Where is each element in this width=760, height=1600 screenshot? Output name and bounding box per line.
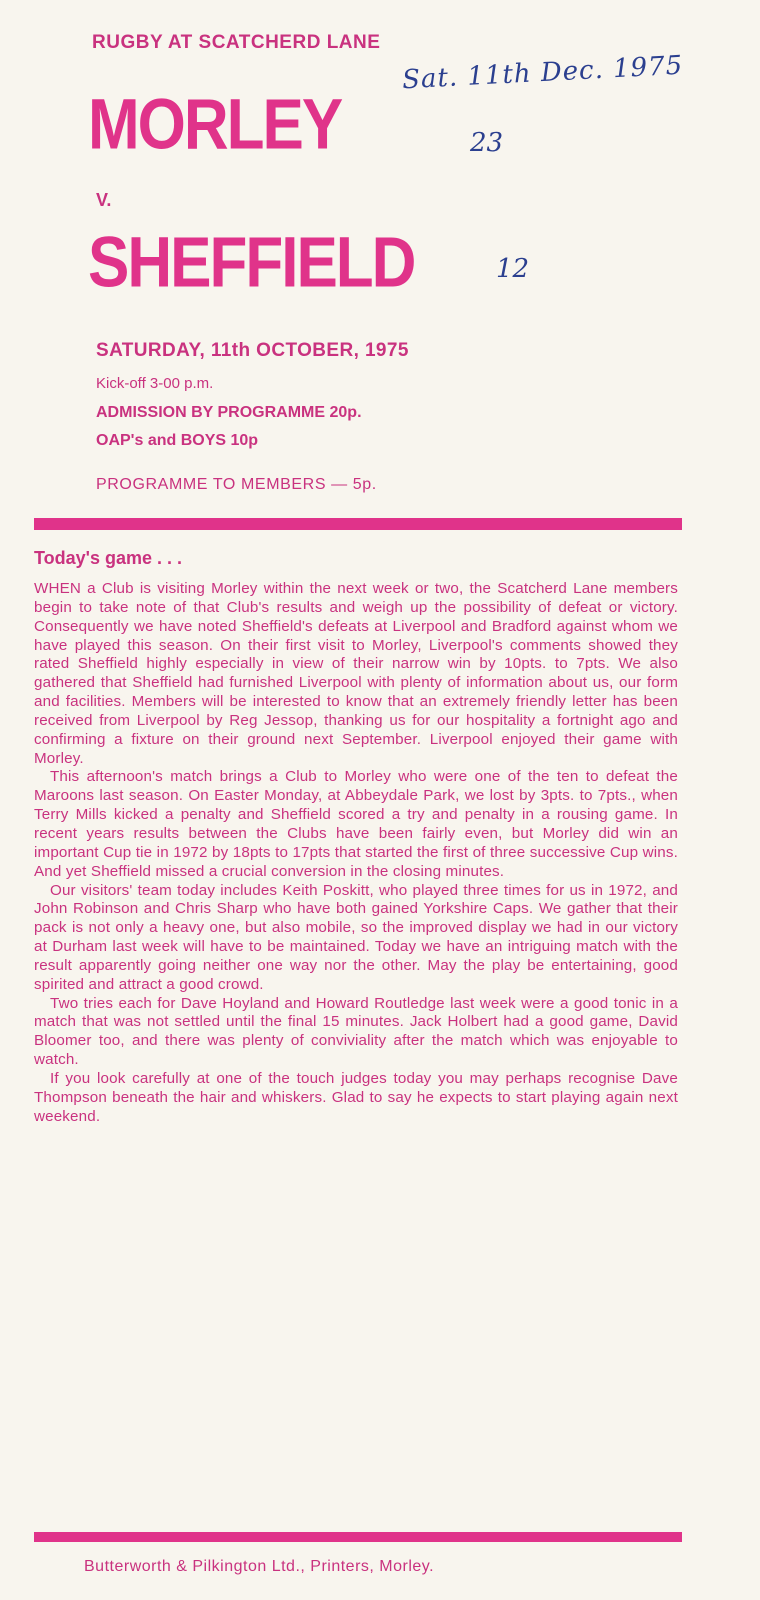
members-price: PROGRAMME TO MEMBERS — 5p. [96, 476, 377, 493]
kickoff-time: Kick-off 3-00 p.m. [96, 375, 214, 392]
article-paragraph: Our visitors' team today includes Keith Poskitt, who played three times for us in 1972, and John Robinson and Chris Sharp who have both gained Yorkshire Caps. We gather that their pack is not only a heavy one, but also mobile, so the improved display we had in our victory at Durham last week will have to be maintained. Today we have an intriguing match with the result apparently going neither one way nor the other. May the play be entertaining, good spirited and attract a good crowd. [34, 881, 678, 993]
versus-label: V. [96, 190, 112, 210]
article-paragraph: Two tries each for Dave Hoyland and Howard Routledge last week were a good tonic in a match that was not settled until the final 15 minutes. Jack Holbert had a good game, David Bloomer too, and there was plenty of conviviality after the match which was enjoyable to watch. [34, 994, 678, 1069]
printer-credit: Butterworth & Pilkington Ltd., Printers, Morley. [84, 1558, 435, 1575]
article-paragraph: WHEN a Club is visiting Morley within the next week or two, the Scatcherd Lane members begin to take note of that Club's results and weigh up the possibility of defeat or victory. Consequently we have noted Sheffield's defeats at Liverpool and Bradford against whom we have played this season. On their first visit to Morley, Liverpool's comments showed they rated Sheffield highly especially in view of their narrow win by 10pts. to 7pts. We also gathered that Sheffield had furnished Liverpool with plenty of information about us, our form and facilities. Members will be interested to know that an extremely friendly letter has been received from Liverpool by Reg Jessop, thanking us for our hospitality a fortnight ago and confirming a fixture on their ground next September. Liverpool enjoyed their game with Morley. [34, 580, 678, 767]
handwritten-date-note: Sat. 11th Dec. 1975 [401, 50, 684, 96]
handwritten-away-score: 12 [496, 254, 530, 284]
bottom-divider [34, 1532, 682, 1542]
handwritten-home-score: 23 [470, 128, 504, 158]
article-body [34, 580, 678, 1126]
concession-price: OAP's and BOYS 10p [96, 432, 259, 449]
article-paragraph: This afternoon's match brings a Club to Morley who were one of the ten to defeat the Maroons last season. On Easter Monday, at Abbeydale Park, we lost by 3pts. to 7pts., when Terry Mills kicked a penalty and Sheffield scored a try and penalty in a rousing game. In recent years results between the Clubs have been fairly even, but Morley did win an important Cup tie in 1972 by 18pts to 17pts that started the first of three successive Cup wins. And yet Sheffield missed a crucial conversion in the closing minutes. [34, 768, 678, 880]
away-team-title: SHEFFIELD [88, 223, 415, 303]
home-team-title: MORLEY [88, 85, 342, 165]
admission-price: ADMISSION BY PROGRAMME 20p. [96, 404, 362, 421]
venue-kicker: RUGBY AT SCATCHERD LANE [92, 32, 381, 53]
match-date: SATURDAY, 11th OCTOBER, 1975 [96, 340, 409, 361]
article-paragraph: If you look carefully at one of the touch judges today you may perhaps recognise Dave Thompson beneath the hair and whiskers. Glad to say he expects to start playing again next weekend. [34, 1069, 678, 1125]
top-divider [34, 518, 682, 530]
article-heading: Today's game . . . [34, 548, 182, 568]
